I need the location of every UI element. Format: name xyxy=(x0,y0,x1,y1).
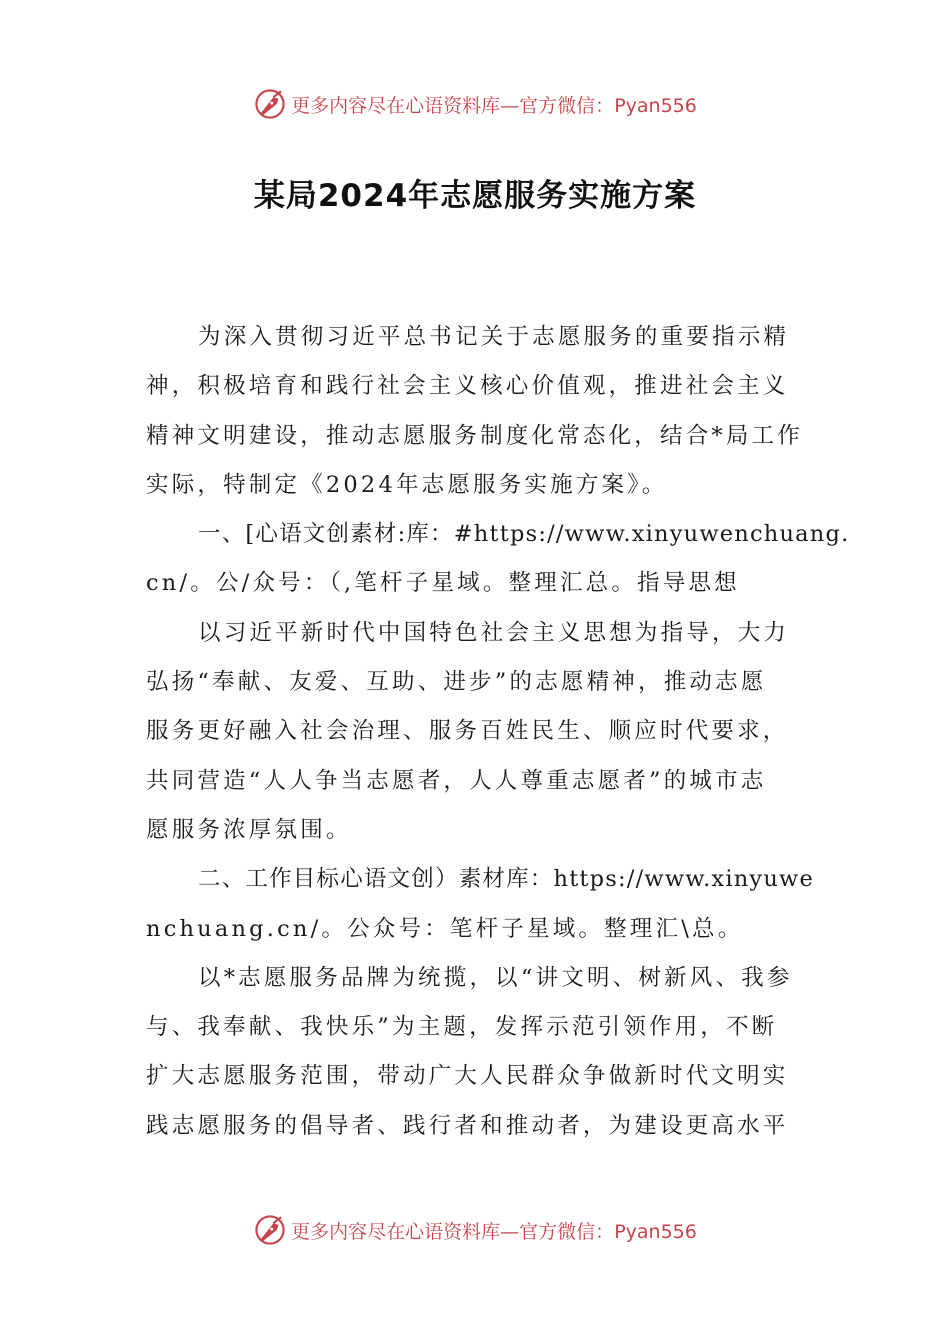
section-heading-line: 二、工作目标心语文创）素材库：https://www.xinyuwe xyxy=(198,866,814,893)
paragraph-line: 践志愿服务的倡导者、践行者和推动者，为建设更高水平 xyxy=(146,1112,789,1139)
section-heading-line: nchuang.cn/。公众号：笔杆子星域。整理汇\总。 xyxy=(146,915,744,942)
paragraph-line: 以习近平新时代中国特色社会主义思想为指导，大力 xyxy=(198,619,790,646)
paragraph-line: 弘扬“奉献、友爱、互助、进步”的志愿精神，推动志愿 xyxy=(146,669,767,696)
document-body xyxy=(146,313,850,1151)
document-title: 某局2024年志愿服务实施方案 xyxy=(253,178,697,214)
paragraph-line: 共同营造“人人争当志愿者，人人尊重志愿者”的城市志 xyxy=(146,767,767,794)
header-watermark-banner xyxy=(0,84,950,124)
paragraph-line: 愿服务浓厚氛围。 xyxy=(146,816,352,843)
paragraph-line: 与、我奉献、我快乐”为主题，发挥示范引领作用，不断 xyxy=(146,1014,778,1041)
paragraph-line: 为深入贯彻习近平总书记关于志愿服务的重要指示精 xyxy=(198,324,790,350)
paragraph-line: 扩大志愿服务范围，带动广大人民群众争做新时代文明实 xyxy=(146,1063,789,1090)
paragraph-line: 服务更好融入社会治理、服务百姓民生、顺应时代要求， xyxy=(146,718,789,745)
section-heading-line: 一、[心语文创素材:库：#https://www.xinyuwenchuang. xyxy=(198,521,850,548)
pen-nib-logo-icon xyxy=(253,1213,287,1247)
paragraph-line: 神，积极培育和践行社会主义核心价值观，推进社会主义 xyxy=(146,373,789,400)
banner-text: 更多内容尽在心语资料库—官方微信：Pyan556 xyxy=(291,94,697,117)
banner-text: 更多内容尽在心语资料库—官方微信：Pyan556 xyxy=(291,1220,697,1243)
paragraph-line: 以*志愿服务品牌为统揽，以“讲文明、树新风、我参 xyxy=(198,964,793,991)
footer-watermark-banner xyxy=(0,1210,950,1250)
section-heading-line: cn/。公/众号：（,笔杆子星域。整理汇总。指导思想 xyxy=(146,570,740,597)
pen-nib-logo-icon xyxy=(253,87,287,121)
paragraph-line: 精神文明建设，推动志愿服务制度化常态化，结合*局工作 xyxy=(146,422,803,449)
paragraph-line: 实际，特制定《2024年志愿服务实施方案》。 xyxy=(146,471,668,498)
